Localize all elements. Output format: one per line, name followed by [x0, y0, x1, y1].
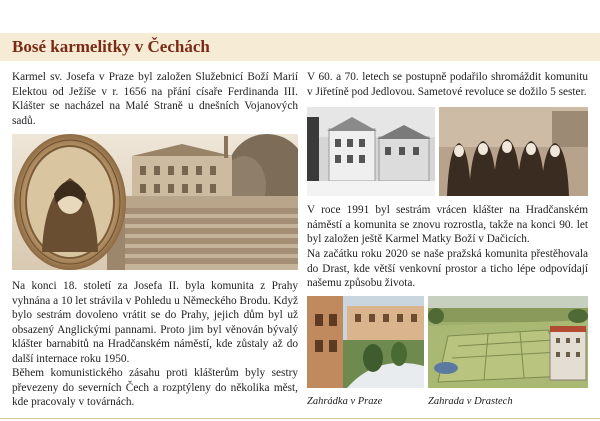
caption-garden-drasty: Zahrada v Drastech — [428, 396, 513, 407]
page-title: Bosé karmelitky v Čechách — [12, 37, 210, 56]
photo-sisters-and-building — [307, 107, 588, 196]
paragraph-jiretin: V 60. a 70. letech se postupně podařilo shromáždit komunitu v Jiřetíně pod Jedlovou. Sametové revoluce se dožilo 5 sester. — [307, 71, 588, 98]
paragraph-communist-era: Během komunistického zásahu proti klášterům byly sestry převezeny do severních Čech a rozptýleny do několika měst, kde pracovaly v továrnách. — [12, 367, 298, 409]
photo-garden-drasty — [428, 296, 588, 388]
paragraph-move-2020: Na začátku roku 2020 se naše pražská komunita přestěhovala do Drast, kde větší venkovní prostor a ticho lépe odpovídají našemu způsobu života. — [307, 248, 588, 290]
photo-garden-prague — [307, 296, 424, 388]
page-bottom-rule — [0, 418, 600, 419]
photo-monastery-with-portrait — [12, 134, 298, 270]
caption-garden-prague: Zahrádka v Praze — [307, 396, 383, 407]
paragraph-return-1991: V roce 1991 byl sestrám vrácen klášter na Hradčanském náměstí a komunita se znovu rozrostla, takže na konci 90. let byl založen ještě Karmel Matky Boží v Dačicích. — [307, 204, 588, 246]
paragraph-expulsion: Na konci 18. století za Josefa II. byla komunita z Prahy vyhnána a 10 let strávila v Pohledu u Německého Brodu. Když bylo sestrám dovoleno vrátit se do Prahy, jejich dům byl už obsazený Anglickými pannami. Proto jim byl věnován bývalý klášter barnabitů na Hradčanském náměstí, kde zůstaly až do další internace roku 1950. — [12, 280, 298, 365]
paragraph-founding: Karmel sv. Josefa v Praze byl založen Služebnicí Boží Marií Elektou od Ježíše v r. 1656 na přání císaře Ferdinanda III. Klášter se nacházel na Malé Straně u dnešních Vojanových sadů. — [12, 71, 298, 127]
